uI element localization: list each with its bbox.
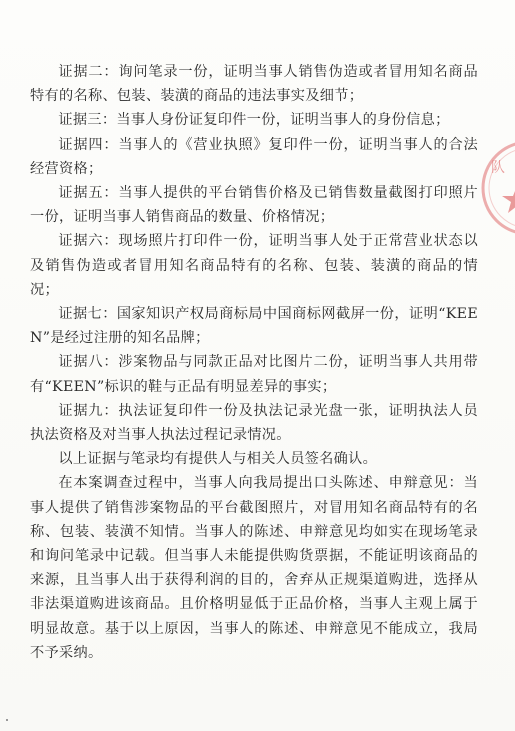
evidence-9: 证据九：执法证复印件一份及执法记录光盘一张，证明执法人员执法资格及对当事人执法过程记录情况。 xyxy=(30,402,478,444)
signature-confirmation: 以上证据与笔录均有提供人与相关人员签名确认。 xyxy=(58,451,378,468)
document-body xyxy=(30,60,478,665)
evidence-7: 证据七：国家知识产权局商标局中国商标网截屏一份，证明“KEEN”是经过注册的知名品牌； xyxy=(30,306,478,347)
seal-text: 队 xyxy=(491,160,505,176)
evidence-2: 证据二：询问笔录一份，证明当事人销售伪造或者冒用知名商品特有的名称、包装、装潢的商品的违法事实及细节； xyxy=(30,64,478,105)
evidence-6: 证据六：现场照片打印件一份，证明当事人处于正常营业状态以及销售伪造或者冒用知名商品特有的名称、包装、装潢的商品的情况； xyxy=(30,233,478,298)
statement-defense: 在本案调查过程中，当事人向我局提出口头陈述、申辩意见：当事人提供了销售涉案物品的平台截图照片，对冒用知名商品特有的名称、包装、装潢不知情。当事人的陈述、申辩意见均如实在现场笔录和询问笔录中记载。但当事人未能提供购货票据，不能证明该商品的来源，且当事人出于获得利润的目的，舍弃从正规渠道购进，选择从非法渠道购进该商品。且价格明显低于正品价格，当事人主观上属于明显故意。基于以上原因，当事人的陈述、申辩意见不能成立，我局不予采纳。 xyxy=(30,475,478,661)
evidence-3: 证据三：当事人身份证复印件一份，证明当事人的身份信息； xyxy=(58,112,450,129)
evidence-8: 证据八：涉案物品与同款正品对比图片二份，证明当事人共用带有“KEEN”标识的鞋与正品有明显差异的事实； xyxy=(30,354,478,395)
official-seal-fragment xyxy=(477,138,515,238)
evidence-4: 证据四：当事人的《营业执照》复印件一份，证明当事人的合法经营资格； xyxy=(30,136,478,177)
seal-star-icon xyxy=(502,186,515,213)
scan-speck xyxy=(6,719,8,721)
evidence-5: 证据五：当事人提供的平台销售价格及已销售数量截图打印照片一份，证明当事人销售商品的数量、价格情况； xyxy=(30,185,478,226)
